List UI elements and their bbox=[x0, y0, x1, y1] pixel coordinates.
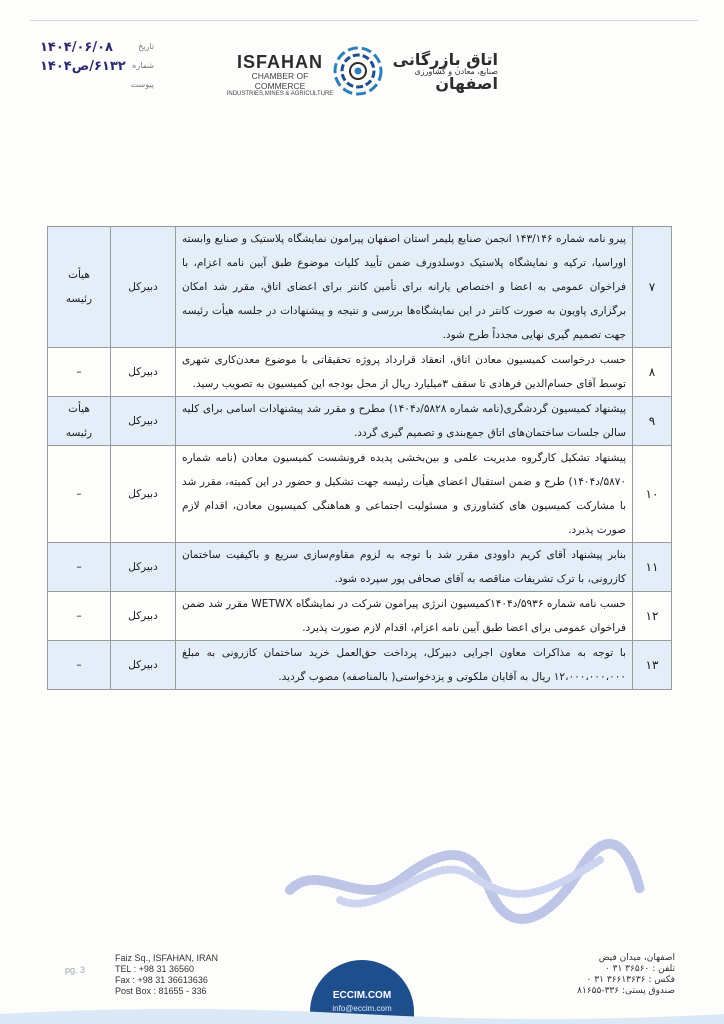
row-responsible: دبیرکل bbox=[111, 543, 176, 592]
attachment-row bbox=[38, 78, 156, 97]
logo-fa-line2: صنایع، معادن و کشاورزی bbox=[414, 67, 498, 76]
row-approval: – bbox=[48, 641, 111, 690]
logo-en-sub2: INDUSTRIES,MINES & AGRICULTURE bbox=[226, 91, 334, 97]
letter-meta bbox=[38, 40, 156, 97]
row-description: حسب نامه شماره ۵۹۳۶/د۱۴۰۴کمیسیون انرژی پیرامون شرکت در نمایشگاه WETWX مقرر شد ضمن فراخوان عمومی برای اعضا طبق آیین نامه اعزام، اقدام لازم صورت پذیرد. bbox=[176, 592, 633, 641]
row-number: ۱۲ bbox=[633, 592, 672, 641]
fax-fa: فکس : ۳۶۶۱۳۶۳۶ ۳۱ ۰ bbox=[586, 975, 675, 985]
address-fa: اصفهان، میدان فیض bbox=[598, 953, 675, 963]
tel-en: TEL : +98 31 36560 bbox=[115, 964, 194, 974]
date-value: ۱۴۰۴/۰۶/۰۸ bbox=[40, 40, 113, 55]
page-number: pg. 3 bbox=[65, 965, 86, 975]
row-description: حسب درخواست کمیسیون معادن اتاق، انعقاد قرارداد پروژه تحقیقاتی با موضوع معدن‌کاری شهری توسط آقای حسام‌الدین فرهادی تا سقف ۳میلیارد ریال از محل بودجه این کمیسیون به تصویب رسید. bbox=[176, 348, 633, 397]
watermark-scribble bbox=[280, 820, 650, 930]
number-row bbox=[38, 59, 156, 78]
table-row bbox=[48, 641, 672, 690]
row-responsible: دبیرکل bbox=[111, 348, 176, 397]
table-row bbox=[48, 446, 672, 543]
row-responsible: دبیرکل bbox=[111, 446, 176, 543]
logo-en-title: ISFAHAN bbox=[236, 52, 323, 72]
row-number: ۱۰ bbox=[633, 446, 672, 543]
footer-contact-fa bbox=[515, 953, 675, 997]
row-number: ۸ bbox=[633, 348, 672, 397]
number-label: شماره bbox=[132, 61, 154, 70]
logo-fa-line3: اصفهان bbox=[435, 74, 498, 93]
attachment-label: پیوست bbox=[130, 80, 154, 89]
row-description: پیرو نامه شماره ۱۴۳/۱۴۶ انجمن صنایع پلیمر استان اصفهان پیرامون نمایشگاه پلاستیک و صنایع وابسته اوراسیا، ترکیه و نمایشگاه پلاستیک دوسلدورف ضمن تأیید کلیات موضوع طبق آیین نامه اعزام، با فراخوان عمومی به اعضا و اختصاص یارانه برای تأمین کانتر برای اعضای اتاق، مقرر شد امکان برگزاری پاویون به صورت کانتر در این نمایشگاه‌ها بررسی و نتیجه و پیشنهادات در جلسه هیأت رئیسه جهت تصمیم گیری نهایی مجدداً طرح شود. bbox=[176, 227, 633, 348]
logo-en-sub1: CHAMBER OF COMMERCE bbox=[251, 71, 309, 91]
chamber-logo-icon bbox=[333, 46, 383, 96]
row-description: پیشنهاد تشکیل کارگروه مدیریت علمی و بین‌بخشی پدیده فرونشست کمیسیون معادن (نامه شماره ۵۸۷۰/د۱۴۰۴) طرح و ضمن استقبال اعضای هیأت رئیسه جهت تشکیل و حضور در این کمیته، مقرر شد با مشارکت کمیسیون های کشاورزی و مسئولیت اجتماعی و هماهنگی کمیسیون معادن، اقدام لازم صورت پذیرد. bbox=[176, 446, 633, 543]
row-responsible: دبیرکل bbox=[111, 641, 176, 690]
pobox-fa: صندوق پستی: ۳۳۶-۸۱۶۵۵ bbox=[577, 986, 675, 996]
resolutions-body bbox=[48, 227, 672, 690]
footer-wave bbox=[0, 1004, 724, 1024]
row-description: پیشنهاد کمیسیون گردشگری(نامه شماره ۵۸۲۸/د۱۴۰۴) مطرح و مقرر شد پیشنهادات اسامی برای کلیه سالن جلسات ساختمان‌های اتاق جمع‌بندی و تصمیم گیری گردد. bbox=[176, 397, 633, 446]
address-en: Faiz Sq., ISFAHAN, IRAN bbox=[115, 953, 219, 963]
row-approval: – bbox=[48, 348, 111, 397]
page-border-top bbox=[30, 20, 698, 21]
table-row bbox=[48, 397, 672, 446]
row-responsible: دبیرکل bbox=[111, 397, 176, 446]
pobox-en: Post Box : 81655 - 336 bbox=[115, 986, 207, 996]
logo-fa-line1: اتاق بازرگانی bbox=[392, 50, 498, 69]
table-row bbox=[48, 227, 672, 348]
row-approval: هیأت رئیسه bbox=[48, 227, 111, 348]
row-number: ۹ bbox=[633, 397, 672, 446]
tel-fa: تلفن : ۳۶۵۶۰ ۳۱ ۰ bbox=[604, 964, 675, 974]
row-number: ۷ bbox=[633, 227, 672, 348]
table-row bbox=[48, 592, 672, 641]
row-description: با توجه به مذاکرات معاون اجرایی دبیرکل، پرداخت حق‌العمل خرید ساختمان کازرونی به مبلغ ۱۲،۰۰۰،۰۰۰،۰۰۰ ریال به آقایان ملکوتی و یزدخواستی( بالمناصفه) مصوب گردید. bbox=[176, 641, 633, 690]
date-row bbox=[38, 40, 156, 59]
row-approval: – bbox=[48, 446, 111, 543]
website-link[interactable]: ECCIM.COM bbox=[332, 990, 392, 1001]
row-number: ۱۳ bbox=[633, 641, 672, 690]
table-row bbox=[48, 348, 672, 397]
table-row bbox=[48, 543, 672, 592]
logo-persian bbox=[388, 50, 498, 93]
row-approval: هیأت رئیسه bbox=[48, 397, 111, 446]
row-responsible: دبیرکل bbox=[111, 227, 176, 348]
date-label: تاریخ bbox=[138, 42, 154, 51]
row-approval: – bbox=[48, 592, 111, 641]
row-number: ۱۱ bbox=[633, 543, 672, 592]
row-description: بنابر پیشنهاد آقای کریم داوودی مقرر شد با توجه به لزوم مقاوم‌سازی سریع و باکیفیت ساختمان کازرونی، با ترک تشریفات مناقصه به آقای صحافی پور سپرده شود. bbox=[176, 543, 633, 592]
logo-english bbox=[226, 52, 334, 97]
fax-en: Fax : +98 31 36613636 bbox=[115, 975, 208, 985]
footer-contact-en bbox=[115, 953, 255, 997]
email-link[interactable]: info@eccim.com bbox=[332, 1004, 392, 1013]
resolutions-table bbox=[47, 226, 672, 690]
row-responsible: دبیرکل bbox=[111, 592, 176, 641]
number-value: ۶۱۳۲/ص۱۴۰۴ bbox=[40, 59, 126, 74]
row-approval: – bbox=[48, 543, 111, 592]
